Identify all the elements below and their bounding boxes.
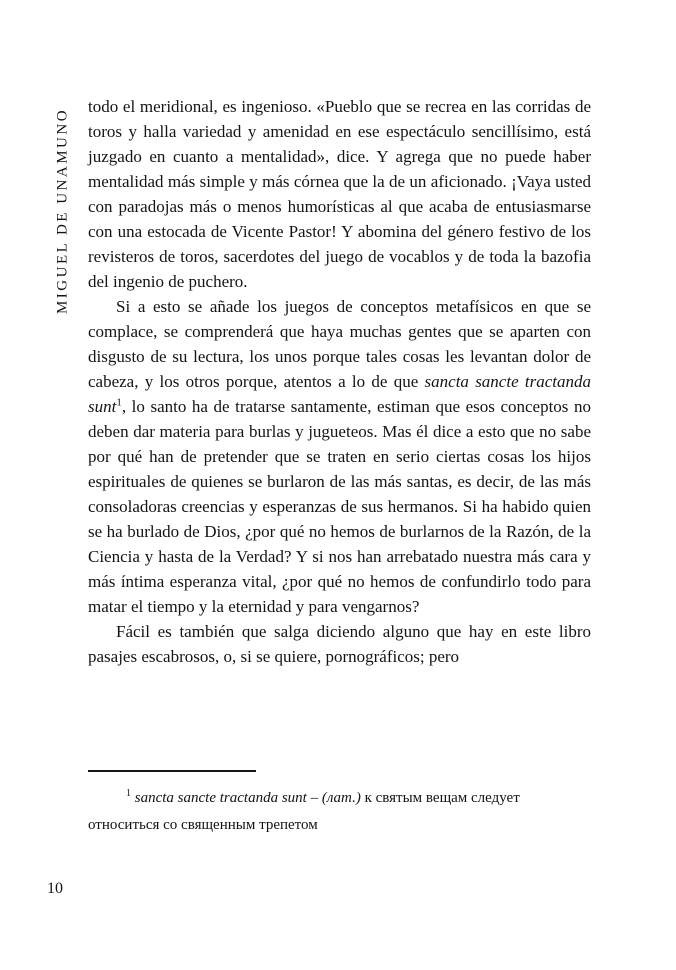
page-number: 10	[47, 880, 63, 897]
footnote-reference: 1	[116, 396, 122, 409]
margin-author-name: MIGUEL DE UNAMUNO	[54, 107, 71, 315]
footnote-text	[88, 785, 591, 839]
paragraph	[88, 619, 591, 669]
paragraph-text: , lo santo ha de tratarse santamente, estiman que esos conceptos no deben dar materia para burlas y jugueteos. Mas él dice a esto que no sabe por qué han de pretender que se traten en serio ciertas cosas los hijos espirituales de quienes se burlaron de las más santas, es decir, de las más consoladoras creencias y esperanzas de sus hermanos. Si ha habido quien se ha burlado de Dios, ¿por qué no hemos de burlarnos de la Razón, de la Ciencia y hasta de la Verdad? Y si nos han arrebatado nuestra más cara y más íntima esperanza vital, ¿por qué no hemos de confundirlo todo para matar el tiempo y la eternidad y para vengarnos?	[88, 397, 591, 616]
footnote-translation: к святым вещам следует относиться со священным трепетом	[88, 790, 520, 833]
paragraph-text: Si a esto se añade los juegos de conceptos metafísicos en que se complace, se comprenderá que haya muchas gentes que se aparten con disgusto de su lectura, los unos porque tales cosas les levantan dolor de cabeza, y los otros porque, atentos a lo de que	[88, 297, 591, 391]
paragraph-text: Fácil es también que salga diciendo alguno que hay en este libro pasajes escabrosos, o, si se quiere, pornográficos; pero	[88, 622, 591, 666]
paragraph-text: todo el meridional, es ingenioso. «Pueblo que se recrea en las corridas de toros y halla variedad y amenidad en ese espectáculo sencillísimo, está juzgado en cuanto a mentalidad», dice. Y agrega que no puede haber mentalidad más simple y más córnea que la de un aficionado. ¡Vaya usted con paradojas más o menos humorísticas al que acaba de entusiasmarse con una estocada de Vicente Pastor! Y abomina del género festivo de los revisteros de toros, sacerdotes del juego de vocablos y de toda la bazofia del ingenio de puchero.	[88, 97, 591, 291]
footnote-language-label: (лат.)	[321, 790, 361, 806]
latin-phrase: sancta sancte tractanda sunt	[88, 372, 591, 416]
footnote-divider	[88, 770, 256, 772]
footnote-dash: –	[306, 790, 322, 806]
footnote-latin-phrase: sancta sancte tractanda sunt	[131, 790, 307, 806]
paragraph	[88, 94, 591, 294]
footnote-marker: 1	[126, 788, 131, 799]
footnote-section	[88, 770, 591, 839]
paragraph	[88, 294, 591, 619]
text-block	[88, 94, 591, 669]
